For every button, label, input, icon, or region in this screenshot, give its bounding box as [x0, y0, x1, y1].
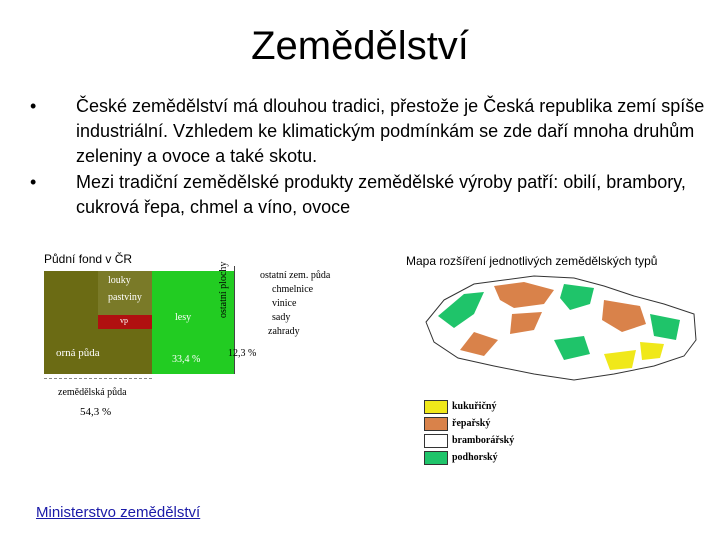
legend-label-bramborarsky: bramborářský — [452, 435, 515, 446]
bullet-item: • České zemědělství má dlouhou tradici, přestože je Česká republika zemí spíše industriální. Vzhledem ke klimatickým podmínkám se zde daří mnoha druhům zeleniny a ovoce a také skotu. — [30, 94, 710, 169]
zemedelska-puda-label: zemědělská půda — [58, 387, 127, 398]
lesy-label: lesy — [175, 312, 192, 323]
legend-swatch-reparsky — [424, 417, 448, 431]
bullet-item: • Mezi tradiční zemědělské produkty zemědělské výroby patří: obilí, brambory, cukrová řepa, chmel a víno, ovoce — [30, 170, 710, 220]
pastviny-label: pastviny — [108, 292, 142, 303]
slide-title: Zemědělství — [251, 24, 469, 68]
zemedelska-percent: 54,3 % — [80, 406, 112, 418]
legend-swatch-bramborarsky — [424, 434, 448, 448]
legend-label-reparsky: řepařský — [452, 418, 491, 429]
legend-swatch-podhorsky — [424, 451, 448, 465]
bullet-list — [30, 94, 710, 221]
agricultural-map — [414, 270, 704, 390]
orna-puda-label: orná půda — [56, 347, 100, 359]
chmelnice-label: chmelnice — [272, 284, 314, 295]
vp-label: vp — [120, 316, 128, 325]
ostatni-plochy-label: ostatní plochy — [218, 261, 229, 318]
legend-label-podhorsky: podhorský — [452, 452, 498, 463]
lesy-percent: 33,4 % — [172, 354, 201, 365]
zemedelska-bracket — [44, 378, 152, 380]
legend-swatch-kukuricny — [424, 400, 448, 414]
sady-label: sady — [272, 312, 291, 323]
map-caption: Mapa rozšíření jednotlivých zemědělských typů — [406, 254, 658, 268]
zahrady-label: zahrady — [268, 326, 300, 337]
ostatni-zem-puda-label: ostatní zem. půda — [260, 270, 331, 281]
ministry-link[interactable]: Ministerstvo zemědělství — [36, 504, 201, 521]
soil-chart-caption: Půdní fond v ČR — [44, 252, 133, 266]
vinice-label: vinice — [272, 298, 297, 309]
legend-label-kukuricny: kukuřičný — [452, 401, 497, 412]
louky-label: louky — [108, 275, 131, 286]
ostatni-percent: 12,3 % — [228, 348, 257, 359]
